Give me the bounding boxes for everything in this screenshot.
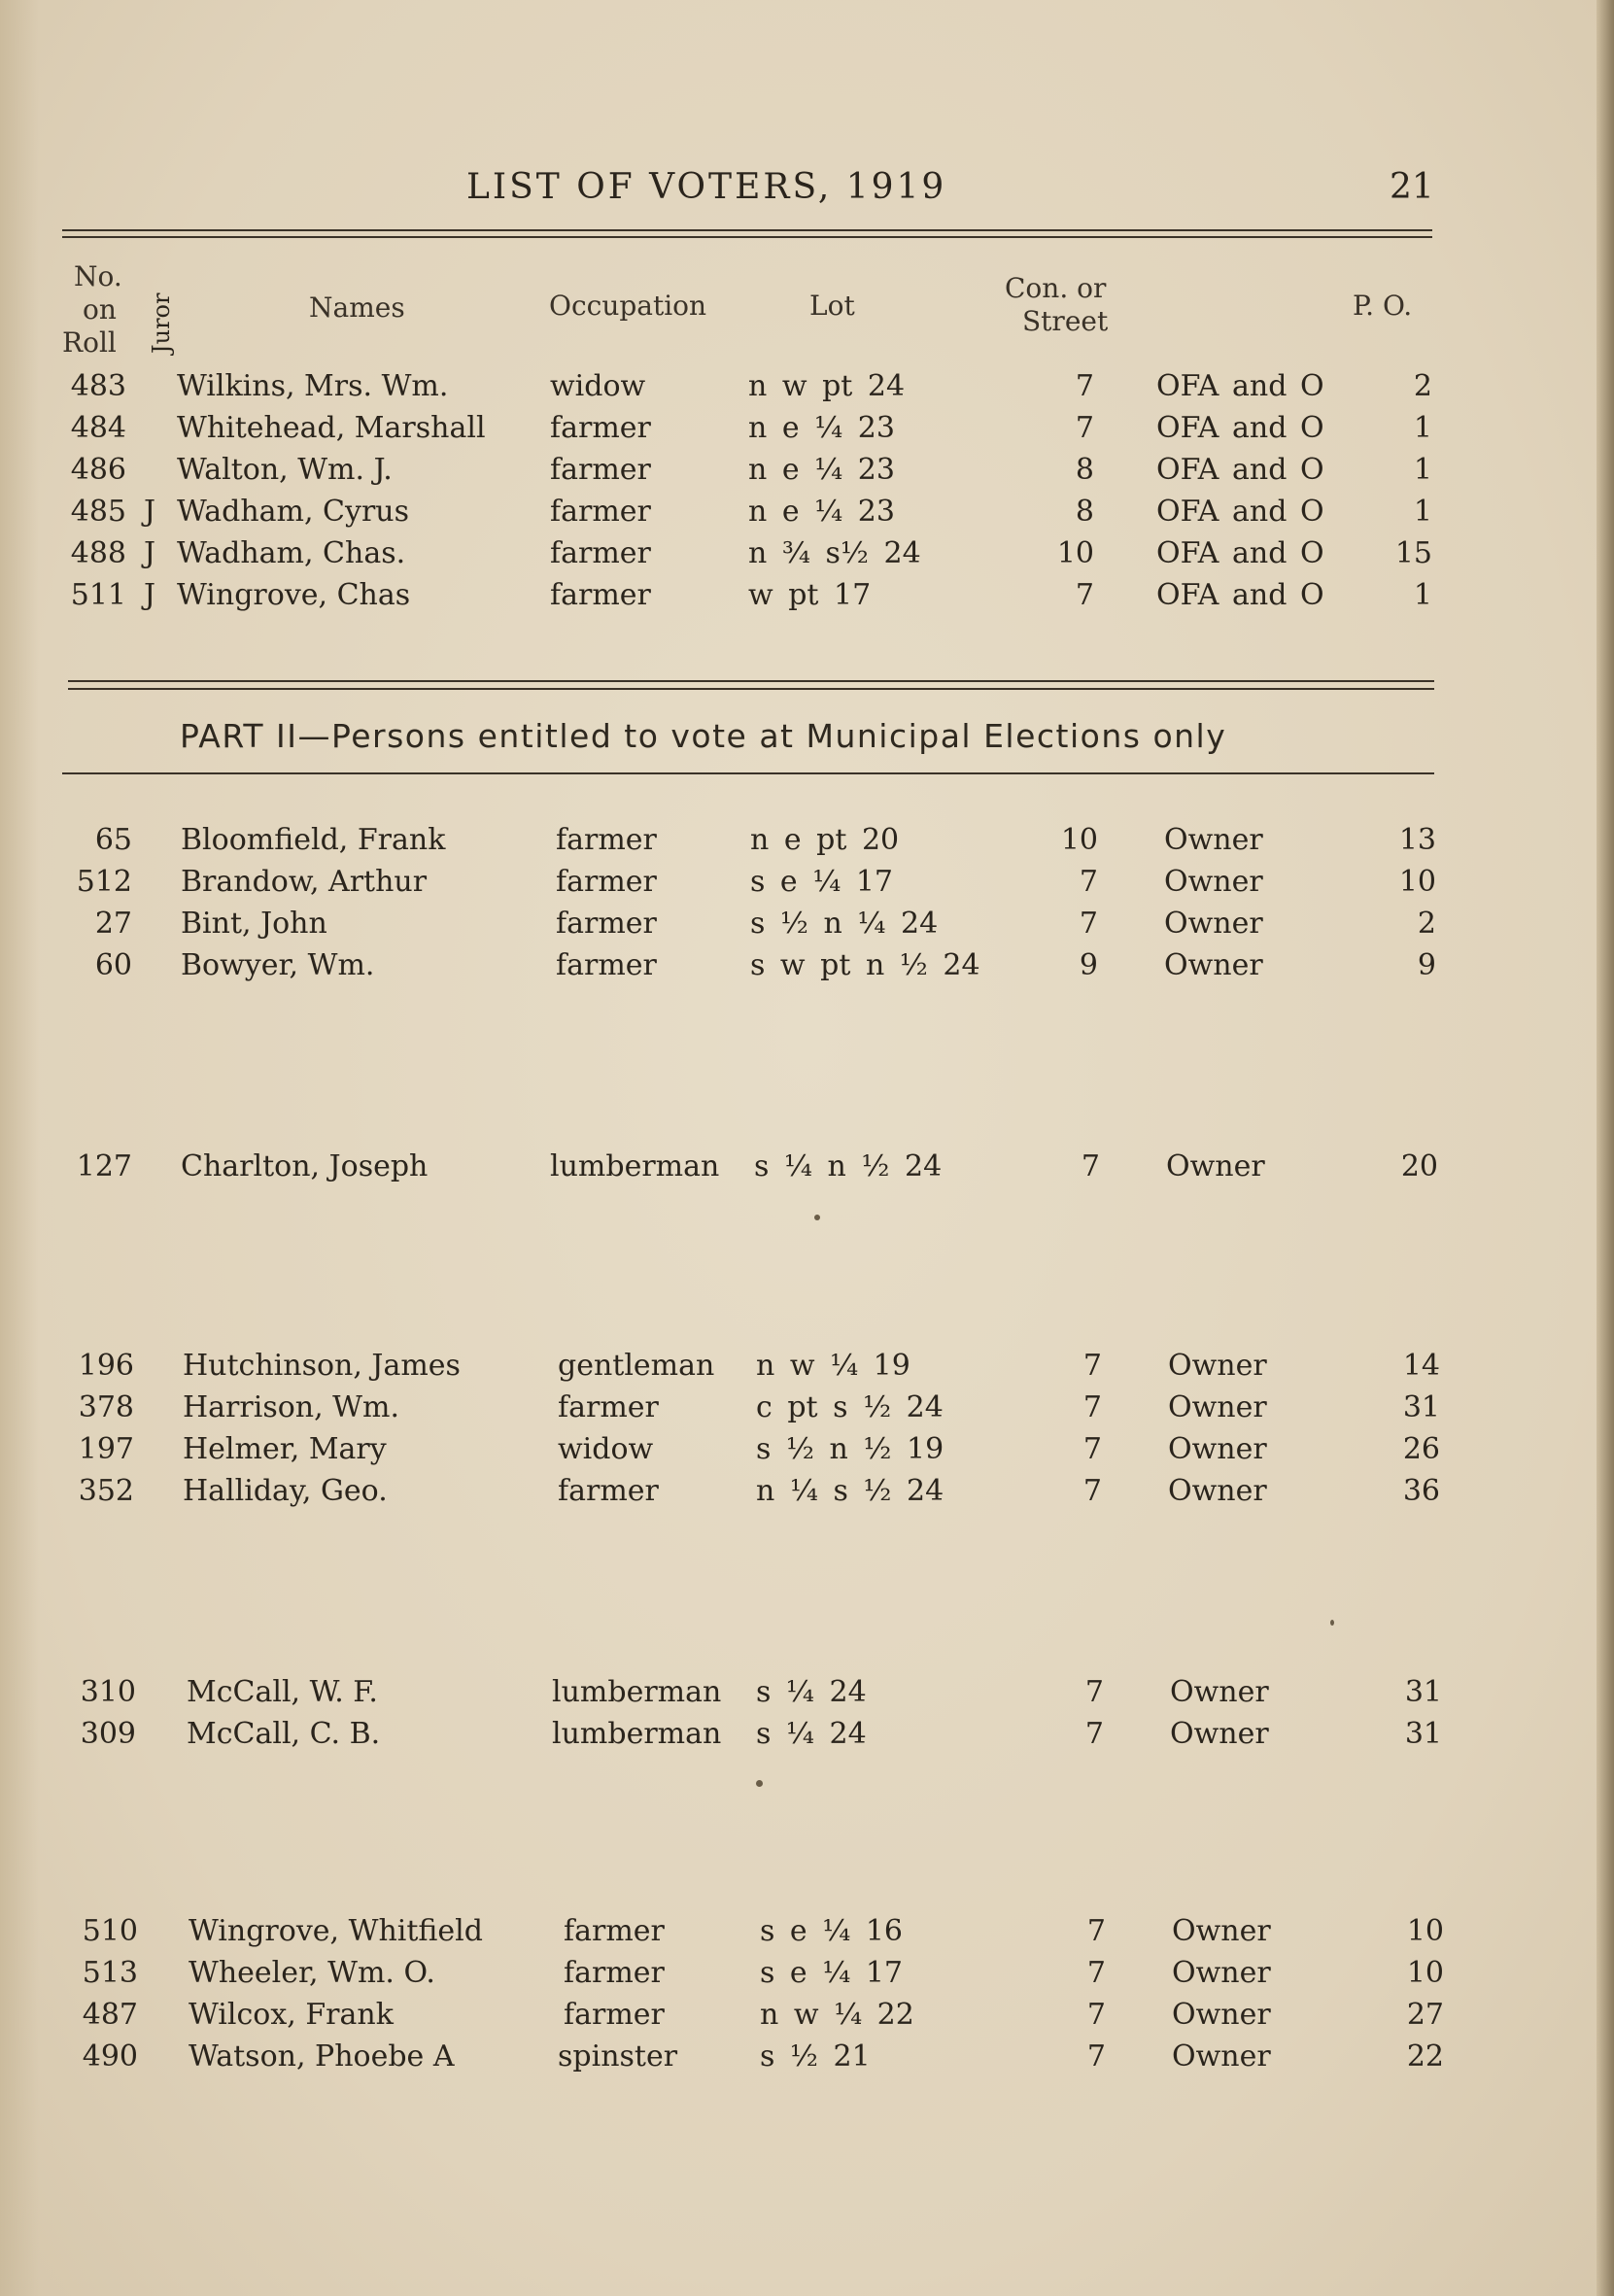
voter-name: Wingrove, Whitfield: [189, 1914, 483, 1948]
lot: n e ¼ 23: [748, 453, 895, 487]
lot: s ½ n ¼ 24: [750, 907, 939, 941]
col-con-line2: Street: [1022, 305, 1109, 337]
qualification: OFA and O: [1156, 536, 1324, 570]
occupation: farmer: [556, 865, 657, 899]
post-office: 31: [1404, 1717, 1442, 1751]
voter-name: Halliday, Geo.: [183, 1474, 388, 1508]
occupation: lumberman: [552, 1675, 722, 1709]
table-row: [0, 865, 1614, 904]
speck: [1330, 1620, 1334, 1626]
table-row: [0, 823, 1614, 862]
qualification: Owner: [1172, 2039, 1271, 2073]
qualification: Owner: [1164, 823, 1263, 857]
qualification: OFA and O: [1156, 369, 1324, 403]
post-office: 1: [1413, 411, 1432, 445]
voter-name: Wadham, Cyrus: [177, 495, 410, 529]
speck: [814, 1215, 820, 1220]
lot: s ¼ 24: [756, 1675, 867, 1709]
roll-number: 511: [70, 578, 126, 612]
qualification: Owner: [1168, 1432, 1267, 1466]
voter-name: Bloomfield, Frank: [181, 823, 446, 857]
occupation: farmer: [564, 1998, 665, 2032]
col-po: P. O.: [1353, 290, 1413, 322]
occupation: farmer: [556, 907, 657, 941]
col-con-line1: Con. or: [1005, 272, 1107, 304]
voter-name: Watson, Phoebe A: [189, 2039, 455, 2073]
table-row: [0, 2039, 1614, 2078]
voter-name: Walton, Wm. J.: [177, 453, 393, 487]
table-row: [0, 578, 1614, 617]
juror-mark: J: [144, 578, 156, 612]
lot: s e ¼ 16: [760, 1914, 904, 1948]
lot: n ¼ s ½ 24: [756, 1474, 944, 1508]
occupation: farmer: [550, 495, 651, 529]
table-row: [0, 907, 1614, 945]
post-office: 2: [1413, 369, 1432, 403]
occupation: farmer: [556, 948, 657, 982]
table-row: [0, 1390, 1614, 1429]
occupation: widow: [558, 1432, 654, 1466]
occupation: gentleman: [558, 1349, 715, 1383]
lot: n e ¼ 23: [748, 495, 895, 529]
qualification: OFA and O: [1156, 495, 1324, 529]
post-office: 20: [1400, 1149, 1438, 1183]
qualification: Owner: [1168, 1390, 1267, 1424]
occupation: farmer: [550, 536, 651, 570]
qualification: Owner: [1170, 1675, 1269, 1709]
col-no-line3: Roll: [62, 326, 117, 359]
voter-name: Wingrove, Chas: [177, 578, 411, 612]
voter-name: Brandow, Arthur: [181, 865, 428, 899]
concession: 7: [1084, 1675, 1104, 1709]
post-office: 2: [1417, 907, 1436, 941]
roll-number: 483: [70, 369, 126, 403]
roll-number: 196: [78, 1349, 134, 1383]
table-row: [0, 1717, 1614, 1756]
concession: 10: [1060, 823, 1098, 857]
table-row: [0, 948, 1614, 987]
juror-mark: J: [144, 495, 156, 529]
lot: n w pt 24: [748, 369, 906, 403]
page-title: LIST OF VOTERS, 1919: [466, 167, 947, 207]
col-names: Names: [309, 291, 405, 324]
roll-number: 127: [76, 1149, 132, 1183]
roll-number: 310: [80, 1675, 136, 1709]
lot: s ½ n ½ 19: [756, 1432, 944, 1466]
concession: 8: [1075, 453, 1094, 487]
table-row: [0, 1998, 1614, 2037]
concession: 9: [1079, 948, 1098, 982]
table-row: [0, 453, 1614, 492]
occupation: lumberman: [550, 1149, 720, 1183]
qualification: Owner: [1164, 907, 1263, 941]
lot: s w pt n ½ 24: [750, 948, 980, 982]
qualification: Owner: [1166, 1149, 1265, 1183]
lot: s ½ 21: [760, 2039, 871, 2073]
concession: 7: [1086, 1956, 1106, 1990]
post-office: 10: [1406, 1914, 1444, 1948]
post-office: 36: [1402, 1474, 1440, 1508]
concession: 7: [1082, 1432, 1102, 1466]
voter-name: Wheeler, Wm. O.: [189, 1956, 435, 1990]
roll-number: 27: [94, 907, 132, 941]
roll-number: 512: [76, 865, 132, 899]
post-office: 27: [1406, 1998, 1444, 2032]
post-office: 1: [1413, 495, 1432, 529]
page-number: 21: [1390, 167, 1434, 207]
occupation: lumberman: [552, 1717, 722, 1751]
voter-name: Wadham, Chas.: [177, 536, 406, 570]
roll-number: 485: [70, 495, 126, 529]
voter-name: Charlton, Joseph: [181, 1149, 429, 1183]
occupation: farmer: [556, 823, 657, 857]
occupation: farmer: [550, 411, 651, 445]
table-row: [0, 495, 1614, 533]
col-occupation: Occupation: [549, 290, 707, 322]
occupation: farmer: [564, 1914, 665, 1948]
voter-name: Wilkins, Mrs. Wm.: [177, 369, 449, 403]
roll-number: 65: [94, 823, 132, 857]
occupation: spinster: [558, 2039, 678, 2073]
voter-name: Whitehead, Marshall: [177, 411, 486, 445]
post-office: 26: [1402, 1432, 1440, 1466]
col-lot: Lot: [809, 290, 855, 322]
col-no-line1: No.: [74, 260, 122, 292]
concession: 7: [1086, 2039, 1106, 2073]
post-office: 1: [1413, 453, 1432, 487]
concession: 7: [1079, 865, 1098, 899]
roll-number: 487: [82, 1998, 138, 2032]
qualification: Owner: [1172, 1914, 1271, 1948]
lot: s e ¼ 17: [760, 1956, 904, 1990]
roll-number: 490: [82, 2039, 138, 2073]
qualification: OFA and O: [1156, 453, 1324, 487]
occupation: farmer: [550, 578, 651, 612]
qualification: Owner: [1168, 1474, 1267, 1508]
concession: 7: [1084, 1717, 1104, 1751]
voter-name: McCall, W. F.: [187, 1675, 378, 1709]
voter-name: Harrison, Wm.: [183, 1390, 399, 1424]
table-row: [0, 1432, 1614, 1471]
section-rule: [62, 772, 1434, 774]
post-office: 31: [1404, 1675, 1442, 1709]
col-no-line2: on: [83, 293, 117, 326]
post-office: 22: [1406, 2039, 1444, 2073]
voter-name: Wilcox, Frank: [189, 1998, 394, 2032]
concession: 7: [1081, 1149, 1100, 1183]
roll-number: 513: [82, 1956, 138, 1990]
table-row: [0, 1349, 1614, 1388]
post-office: 15: [1394, 536, 1432, 570]
voter-name: Helmer, Mary: [183, 1432, 387, 1466]
lot: s ¼ 24: [756, 1717, 867, 1751]
qualification: Owner: [1164, 865, 1263, 899]
lot: s e ¼ 17: [750, 865, 894, 899]
part-two-heading: PART II—Persons entitled to vote at Municipal Elections only: [180, 717, 1227, 755]
lot: c pt s ½ 24: [756, 1390, 944, 1424]
occupation: farmer: [550, 453, 651, 487]
speck: [756, 1780, 763, 1787]
qualification: Owner: [1172, 1956, 1271, 1990]
col-juror: Juror: [148, 292, 175, 354]
concession: 7: [1082, 1390, 1102, 1424]
occupation: widow: [550, 369, 646, 403]
qualification: Owner: [1170, 1717, 1269, 1751]
concession: 7: [1082, 1349, 1102, 1383]
concession: 7: [1075, 411, 1094, 445]
roll-number: 484: [70, 411, 126, 445]
post-office: 14: [1402, 1349, 1440, 1383]
roll-number: 309: [80, 1717, 136, 1751]
voter-name: McCall, C. B.: [187, 1717, 381, 1751]
roll-number: 378: [78, 1390, 134, 1424]
qualification: OFA and O: [1156, 411, 1324, 445]
roll-number: 197: [78, 1432, 134, 1466]
occupation: farmer: [558, 1390, 659, 1424]
roll-number: 486: [70, 453, 126, 487]
lot: n w ¼ 22: [760, 1998, 914, 2032]
concession: 8: [1075, 495, 1094, 529]
table-row: [0, 1474, 1614, 1513]
section-rule: [68, 680, 1434, 682]
voter-name: Hutchinson, James: [183, 1349, 461, 1383]
concession: 10: [1056, 536, 1094, 570]
post-office: 13: [1398, 823, 1436, 857]
occupation: farmer: [564, 1956, 665, 1990]
qualification: Owner: [1168, 1349, 1267, 1383]
lot: s ¼ n ½ 24: [754, 1149, 943, 1183]
post-office: 9: [1417, 948, 1436, 982]
post-office: 31: [1402, 1390, 1440, 1424]
table-row: [0, 1914, 1614, 1953]
roll-number: 510: [82, 1914, 138, 1948]
concession: 7: [1079, 907, 1098, 941]
table-row: [0, 1149, 1614, 1188]
voter-name: Bowyer, Wm.: [181, 948, 375, 982]
concession: 7: [1086, 1914, 1106, 1948]
table-row: [0, 1675, 1614, 1714]
concession: 7: [1075, 578, 1094, 612]
table-row: [0, 1956, 1614, 1995]
table-row: [0, 369, 1614, 408]
qualification: OFA and O: [1156, 578, 1324, 612]
qualification: Owner: [1172, 1998, 1271, 2032]
table-row: [0, 411, 1614, 450]
table-row: [0, 536, 1614, 575]
concession: 7: [1086, 1998, 1106, 2032]
lot: n ¾ s½ 24: [748, 536, 921, 570]
qualification: Owner: [1164, 948, 1263, 982]
occupation: farmer: [558, 1474, 659, 1508]
post-office: 10: [1398, 865, 1436, 899]
concession: 7: [1075, 369, 1094, 403]
header-rule: [62, 229, 1432, 231]
post-office: 10: [1406, 1956, 1444, 1990]
juror-mark: J: [144, 536, 156, 570]
roll-number: 60: [94, 948, 132, 982]
section-rule: [68, 688, 1434, 690]
roll-number: 488: [70, 536, 126, 570]
lot: n e ¼ 23: [748, 411, 895, 445]
lot: n e pt 20: [750, 823, 900, 857]
post-office: 1: [1413, 578, 1432, 612]
header-rule: [62, 236, 1432, 238]
concession: 7: [1082, 1474, 1102, 1508]
roll-number: 352: [78, 1474, 134, 1508]
lot: n w ¼ 19: [756, 1349, 910, 1383]
voter-name: Bint, John: [181, 907, 327, 941]
lot: w pt 17: [748, 578, 872, 612]
